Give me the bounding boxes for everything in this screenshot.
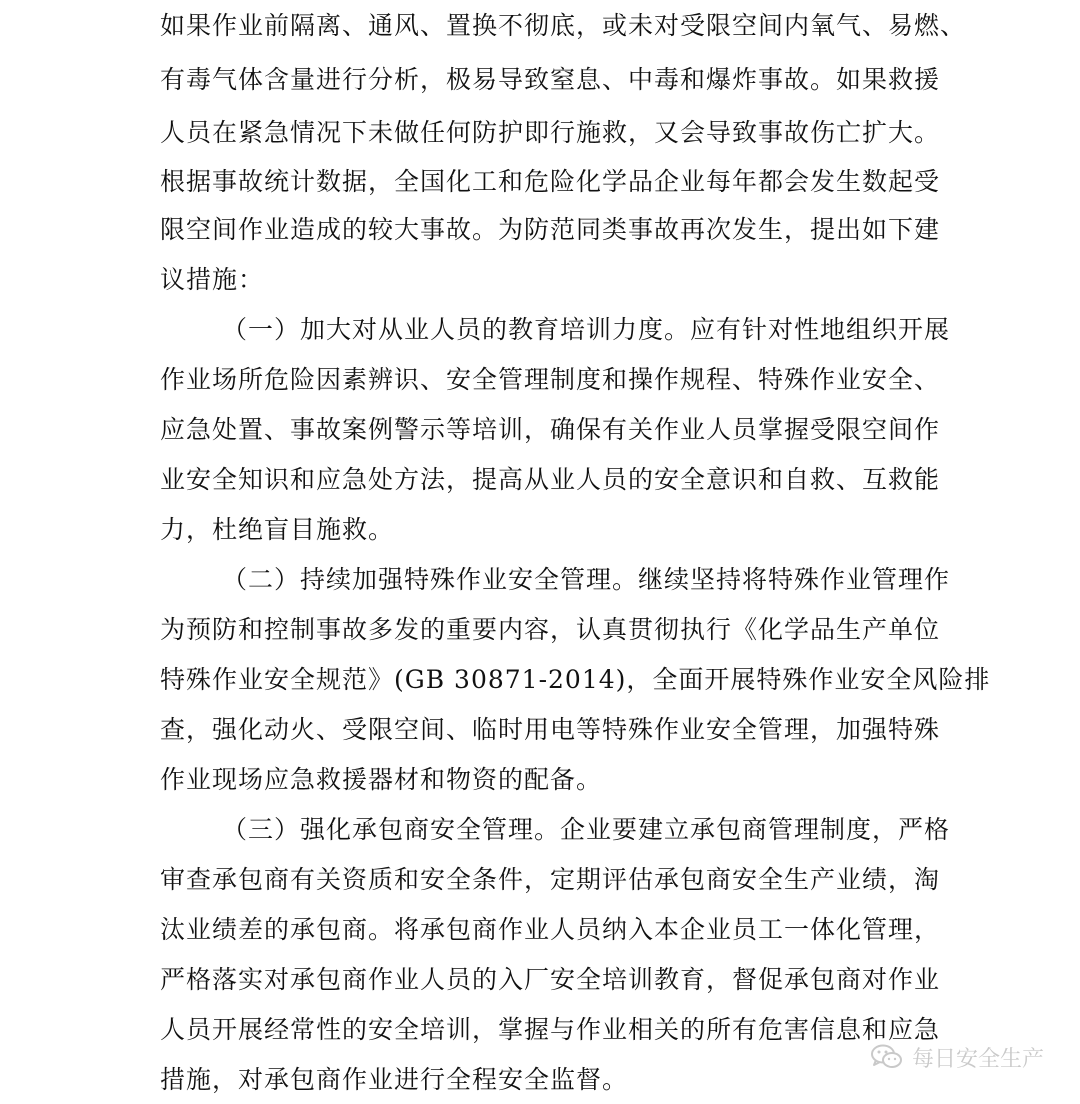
text-line: 限空间作业造成的较大事故。为防范同类事故再次发生，提出如下建 [160,215,941,244]
text-line: 为预防和控制事故多发的重要内容，认真贯彻执行《化学品生产单位 [160,615,941,644]
text-line: 业安全知识和应急处方法，提高从业人员的安全意识和自救、互救能 [160,465,941,494]
text-line: 如果作业前隔离、通风、置换不彻底，或未对受限空间内氧气、易燃、 [160,11,967,40]
text-line: 汰业绩差的承包商。将承包商作业人员纳入本企业员工一体化管理， [160,915,941,944]
text-line: 人员开展经常性的安全培训，掌握与作业相关的所有危害信息和应急 [160,1015,941,1044]
watermark-text: 每日安全生产 [911,1046,1044,1072]
section-heading-line: （二）持续加强特殊作业安全管理。继续坚持将特殊作业管理作 [222,565,951,594]
text-line: 根据事故统计数据，全国化工和危险化学品企业每年都会发生数起受 [160,167,941,196]
watermark [870,1042,1044,1072]
text-line: 严格落实对承包商作业人员的入厂安全培训教育，督促承包商对作业 [160,965,941,994]
text-line: 措施，对承包商作业进行全程安全监督。 [160,1065,629,1094]
text-line: 力，杜绝盲目施救。 [160,515,395,544]
text-line: 议措施： [160,265,265,294]
text-line: 审查承包商有关资质和安全条件，定期评估承包商安全生产业绩，淘 [160,865,941,894]
text-line: 作业场所危险因素辨识、安全管理制度和操作规程、特殊作业安全、 [160,365,941,394]
text-line: 应急处置、事故案例警示等培训，确保有关作业人员掌握受限空间作 [160,415,941,444]
section-heading-line: （一）加大对从业人员的教育培训力度。应有针对性地组织开展 [222,315,951,344]
text-line: 查，强化动火、受限空间、临时用电等特殊作业安全管理，加强特殊 [160,715,941,744]
wechat-icon [870,1043,904,1071]
text-line: 作业现场应急救援器材和物资的配备。 [160,765,603,794]
text-line: 有毒气体含量进行分析，极易导致窒息、中毒和爆炸事故。如果救援 [160,65,941,94]
text-line: 人员在紧急情况下未做任何防护即行施救，又会导致事故伤亡扩大。 [160,118,941,147]
section-heading-line: （三）强化承包商安全管理。企业要建立承包商管理制度，严格 [222,815,951,844]
text-line: 特殊作业安全规范》(GB 30871-2014)，全面开展特殊作业安全风险排 [160,665,991,694]
